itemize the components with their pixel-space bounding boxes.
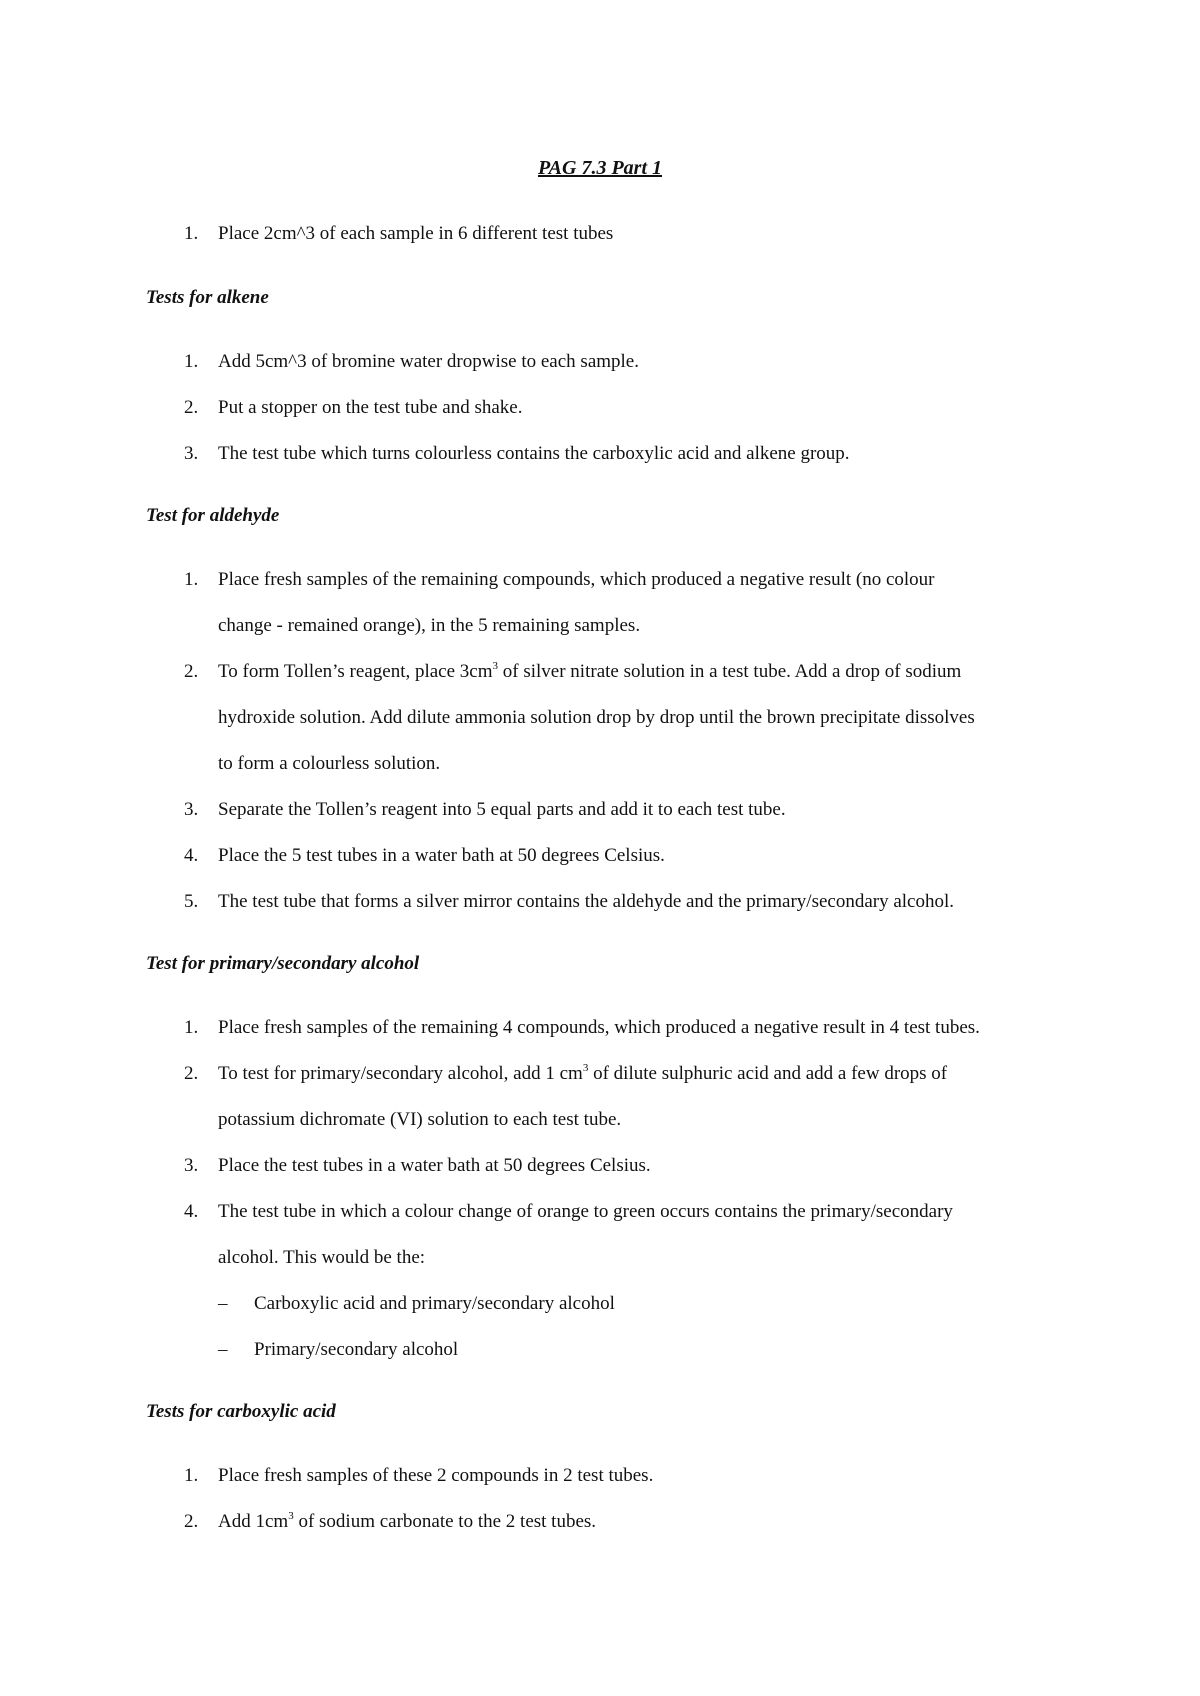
aldehyde-step-2-line-3: to form a colourless solution.	[218, 753, 441, 774]
aldehyde-step-3: Separate the Tollen’s reagent into 5 equal parts and add it to each test tube.	[218, 799, 786, 820]
section-heading-carboxylic-acid: Tests for carboxylic acid	[146, 1401, 336, 1422]
text-run: of silver nitrate solution in a test tube. Add a drop of sodium	[498, 661, 962, 682]
aldehyde-step-2-line-1	[218, 660, 961, 684]
list-number: 2.	[184, 397, 199, 418]
list-number: 1.	[184, 1465, 199, 1486]
aldehyde-step-5: The test tube that forms a silver mirror contains the aldehyde and the primary/secondary alcohol.	[218, 891, 955, 912]
list-number: 5.	[184, 891, 199, 912]
list-number: 1.	[184, 223, 199, 244]
bullet-text: Primary/secondary alcohol	[254, 1339, 459, 1360]
aldehyde-step-1-line-1: Place fresh samples of the remaining compounds, which produced a negative result (no colour	[218, 569, 935, 590]
superscript: 3	[288, 1510, 294, 1522]
superscript: 3	[582, 1062, 589, 1074]
section-heading-alcohol: Test for primary/secondary alcohol	[146, 953, 420, 974]
alcohol-step-4-line-2: alcohol. This would be the:	[218, 1247, 426, 1268]
list-number: 2.	[184, 1063, 199, 1084]
list-number: 3.	[184, 1155, 199, 1176]
alcohol-step-3: Place the test tubes in a water bath at 50 degrees Celsius.	[218, 1155, 651, 1176]
aldehyde-step-1-line-2: change - remained orange), in the 5 remaining samples.	[218, 615, 641, 636]
alcohol-step-1: Place fresh samples of the remaining 4 compounds, which produced a negative result in 4 test tubes.	[218, 1017, 980, 1038]
aldehyde-step-4: Place the 5 test tubes in a water bath at 50 degrees Celsius.	[218, 845, 665, 866]
carboxylic-step-2	[218, 1510, 596, 1534]
list-number: 1.	[184, 569, 199, 590]
list-number: 3.	[184, 443, 199, 464]
bullet-dash: –	[218, 1293, 228, 1314]
bullet-dash: –	[218, 1339, 228, 1360]
text-run: of dilute sulphuric acid and add a few drops of	[588, 1063, 948, 1084]
list-number: 1.	[184, 351, 199, 372]
alcohol-step-2-line-1	[218, 1062, 947, 1086]
carboxylic-step-1: Place fresh samples of these 2 compounds in 2 test tubes.	[218, 1465, 654, 1486]
list-number: 1.	[184, 1017, 199, 1038]
alkene-step-2: Put a stopper on the test tube and shake.	[218, 397, 523, 418]
alcohol-step-2-line-2: potassium dichromate (VI) solution to each test tube.	[218, 1109, 622, 1130]
superscript: 3	[492, 660, 499, 672]
alkene-step-3: The test tube which turns colourless contains the carboxylic acid and alkene group.	[218, 443, 850, 464]
list-number: 3.	[184, 799, 199, 820]
section-heading-aldehyde: Test for aldehyde	[146, 505, 280, 526]
list-number: 4.	[184, 845, 199, 866]
list-number: 4.	[184, 1201, 199, 1222]
page-title: PAG 7.3 Part 1	[537, 157, 663, 179]
text-run: Add 1cm	[218, 1511, 289, 1532]
list-number: 2.	[184, 661, 199, 682]
text-run: To test for primary/secondary alcohol, add 1 cm	[218, 1063, 583, 1084]
alkene-step-1: Add 5cm^3 of bromine water dropwise to each sample.	[218, 351, 639, 372]
alcohol-step-4-line-1: The test tube in which a colour change of orange to green occurs contains the primary/secondary	[218, 1201, 953, 1222]
intro-step-text: Place 2cm^3 of each sample in 6 different test tubes	[218, 223, 614, 244]
list-number: 2.	[184, 1511, 199, 1532]
section-heading-alkene: Tests for alkene	[146, 287, 269, 308]
text-run: of sodium carbonate to the 2 test tubes.	[293, 1511, 597, 1532]
aldehyde-step-2-line-2: hydroxide solution. Add dilute ammonia solution drop by drop until the brown precipitate dissolves	[218, 707, 975, 728]
bullet-text: Carboxylic acid and primary/secondary alcohol	[254, 1293, 615, 1314]
text-run: To form Tollen’s reagent, place 3cm	[218, 661, 493, 682]
